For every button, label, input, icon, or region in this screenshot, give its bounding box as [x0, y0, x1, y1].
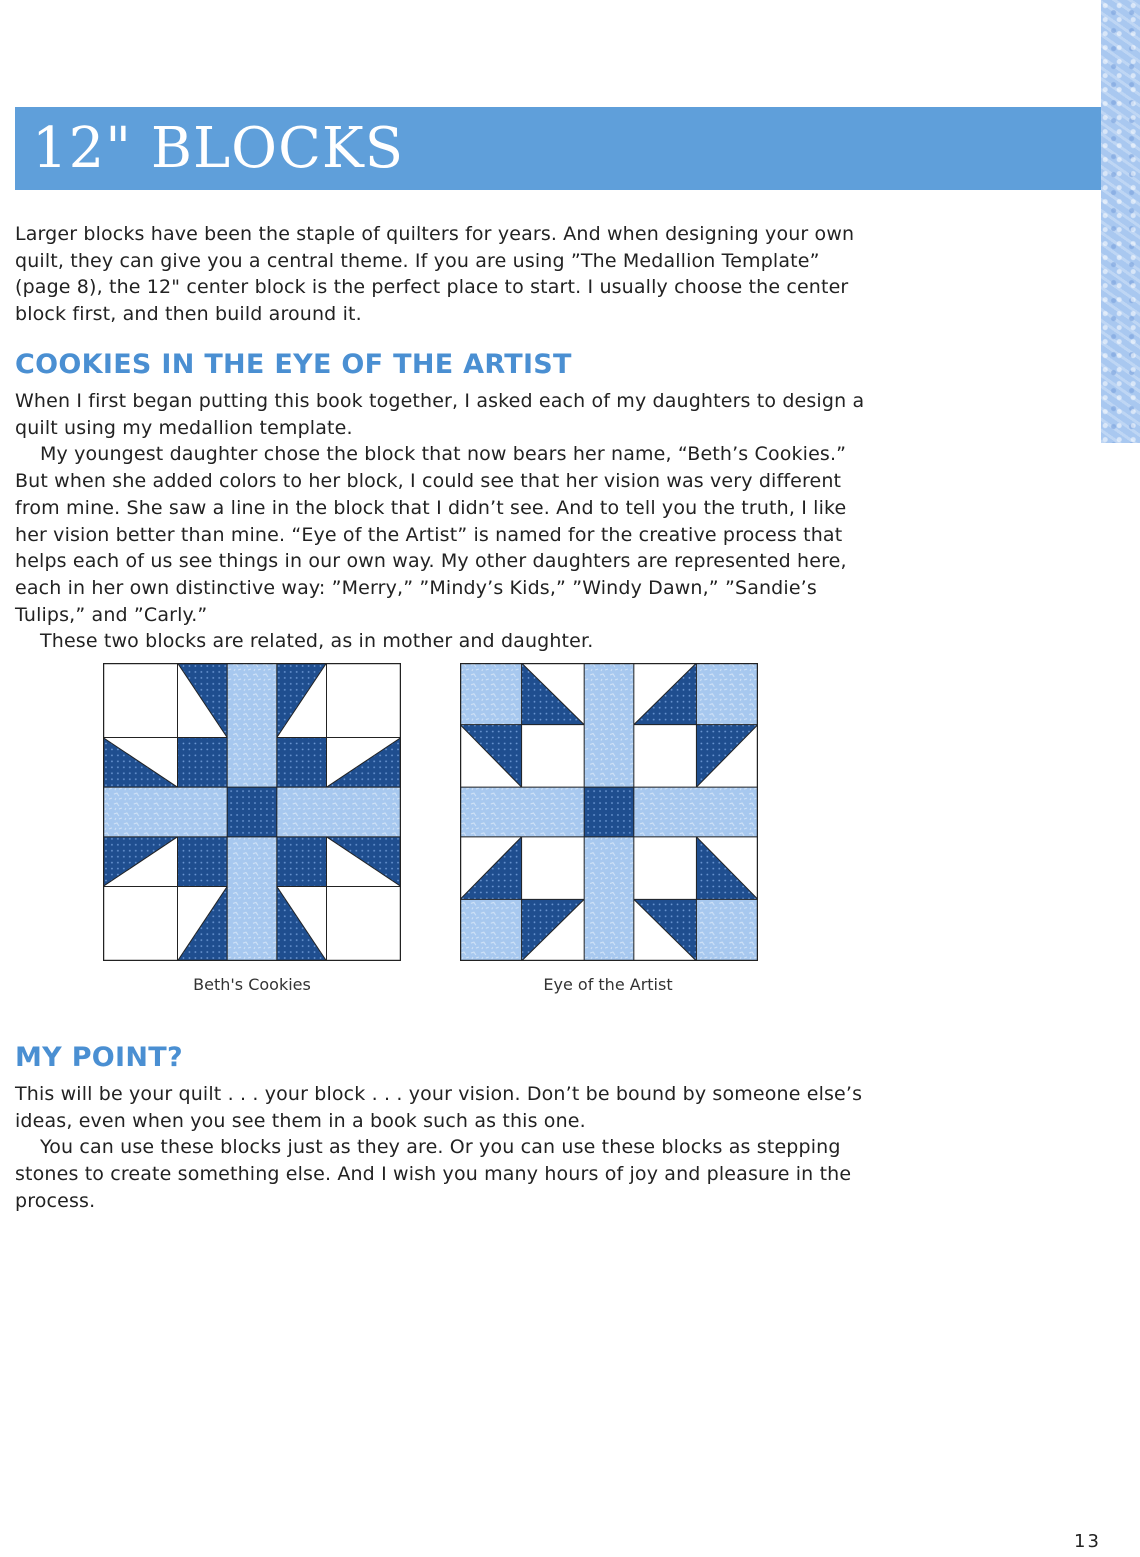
- quilt-block-eye-of-the-artist: [460, 663, 758, 961]
- section-heading-cookies: COOKIES IN THE EYE OF THE ARTIST: [15, 349, 572, 380]
- section1-paragraph-1: When I first began putting this book together, I asked each of my daughters to design a quilt using my medallion template.: [15, 390, 865, 439]
- page-number: 13: [1074, 1531, 1101, 1552]
- section2-paragraph-1: This will be your quilt . . . your block . . . your vision. Don’t be bound by someone else’s ideas, even when you see them in a book such as this one.: [15, 1083, 863, 1132]
- page-title: 12" BLOCKS: [32, 116, 405, 181]
- intro-text: Larger blocks have been the staple of quilters for years. And when designing your own quilt, they can give you a central theme. If you are using ”The Medallion Template” (page 8), the 12" center block is the perfect place to start. I usually choose the center block first, and then build around it.: [15, 223, 855, 326]
- section2-body: [15, 1081, 865, 1215]
- section1-paragraph-2: My youngest daughter chose the block that now bears her name, “Beth’s Cookies.” But when she added colors to her block, I could see that her vision was very different from mine. She saw a line in the block that I didn’t see. And to tell you the truth, I like her vision better than mine. “Eye of the Artist” is named for the creative process that helps each of us see things in our own way. My other daughters are represented here, each in her own distinctive way: ”Merry,” ”Mindy’s Kids,” ”Windy Dawn,” ”Sandie’s Tulips,” and ”Carly.”: [15, 443, 847, 626]
- decorative-fabric-strip: [1101, 0, 1140, 443]
- caption-eye-of-the-artist: Eye of the Artist: [543, 975, 673, 994]
- section1-body: [15, 388, 865, 655]
- caption-beths-cookies: Beth's Cookies: [193, 975, 311, 994]
- intro-paragraph: [15, 221, 865, 328]
- quilt-block-beths-cookies: [103, 663, 401, 961]
- section1-paragraph-3: These two blocks are related, as in mother and daughter.: [40, 630, 594, 653]
- section-heading-my-point: MY POINT?: [15, 1042, 183, 1073]
- section2-paragraph-2: You can use these blocks just as they are. Or you can use these blocks as stepping stones to create something else. And I wish you many hours of joy and pleasure in the process.: [15, 1136, 852, 1212]
- title-bar: [15, 107, 1101, 190]
